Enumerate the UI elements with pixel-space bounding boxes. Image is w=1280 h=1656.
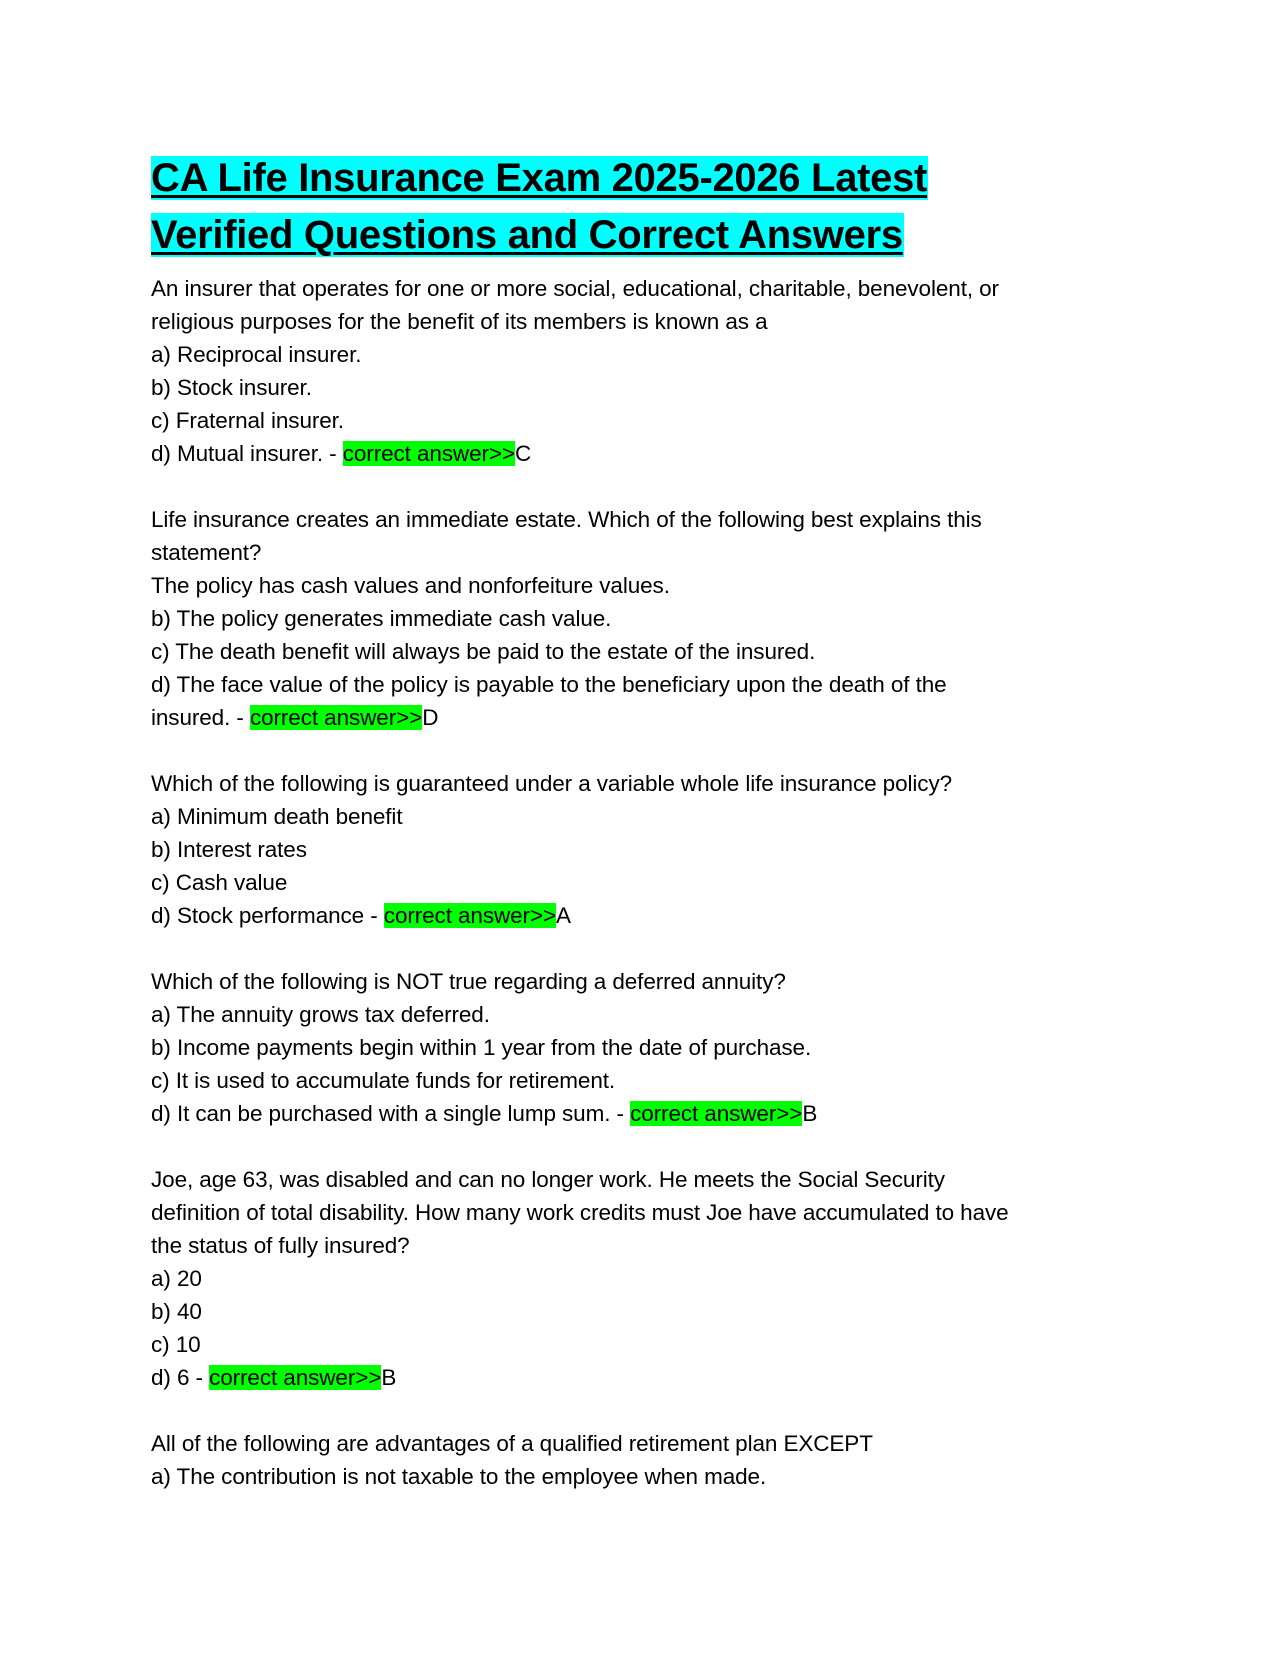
question-text: statement? (151, 540, 262, 565)
question-block (151, 1163, 1141, 1394)
answer-option-with-key (151, 1097, 1141, 1130)
question-text: the status of fully insured? (151, 1233, 410, 1258)
answer-option: b) 40 (151, 1299, 202, 1324)
title-line-2: Verified Questions and Correct Answers (151, 213, 903, 257)
answer-option: c) The death benefit will always be paid to the estate of the insured. (151, 639, 816, 664)
answer-option: b) Stock insurer. (151, 375, 312, 400)
question-block (151, 767, 1141, 932)
document-title (151, 150, 1141, 264)
correct-answer-letter: D (422, 705, 439, 730)
correct-answer-marker: correct answer>> (630, 1101, 803, 1126)
answer-option: a) The annuity grows tax deferred. (151, 1002, 490, 1027)
answer-option: c) 10 (151, 1332, 201, 1357)
question-text: Joe, age 63, was disabled and can no longer work. He meets the Social Security (151, 1167, 945, 1192)
correct-answer-letter: A (556, 903, 571, 928)
correct-answer-marker: correct answer>> (249, 705, 423, 730)
answer-option-with-key (151, 899, 1141, 932)
option-text: d) It can be purchased with a single lump sum. - (151, 1101, 631, 1126)
answer-option: a) Minimum death benefit (151, 804, 403, 829)
question-block (151, 272, 1141, 470)
answer-option: c) Fraternal insurer. (151, 408, 344, 433)
answer-option: c) Cash value (151, 870, 288, 895)
answer-option: a) Reciprocal insurer. (151, 342, 362, 367)
correct-answer-letter: B (381, 1365, 397, 1390)
correct-answer-letter: B (802, 1101, 818, 1126)
document-content (151, 150, 1141, 1526)
answer-option: The policy has cash values and nonforfeiture values. (151, 573, 670, 598)
answer-option-with-key (151, 701, 1141, 734)
question-text: Which of the following is NOT true regarding a deferred annuity? (151, 969, 786, 994)
question-block (151, 503, 1141, 734)
title-line-1: CA Life Insurance Exam 2025-2026 Latest (151, 156, 928, 200)
answer-option: a) 20 (151, 1266, 202, 1291)
answer-option-with-key (151, 1361, 1141, 1394)
question-text: An insurer that operates for one or more social, educational, charitable, benevolent, or (151, 276, 999, 301)
option-text: d) 6 - (151, 1365, 210, 1390)
answer-option: a) The contribution is not taxable to the employee when made. (151, 1464, 767, 1489)
option-text: d) Mutual insurer. - (151, 441, 343, 466)
question-block (151, 965, 1141, 1130)
answer-option: b) Income payments begin within 1 year from the date of purchase. (151, 1035, 812, 1060)
question-text: Life insurance creates an immediate estate. Which of the following best explains this (151, 507, 982, 532)
answer-option: c) It is used to accumulate funds for retirement. (151, 1068, 616, 1093)
answer-option: b) The policy generates immediate cash value. (151, 606, 612, 631)
answer-option: b) Interest rates (151, 837, 307, 862)
question-block (151, 1427, 1141, 1493)
option-text: insured. - (151, 705, 250, 730)
answer-option: d) The face value of the policy is payable to the beneficiary upon the death of the (151, 672, 947, 697)
question-text: definition of total disability. How many work credits must Joe have accumulated to have (151, 1200, 1009, 1225)
correct-answer-marker: correct answer>> (209, 1365, 382, 1390)
answer-option-with-key (151, 437, 1141, 470)
option-text: d) Stock performance - (151, 903, 384, 928)
correct-answer-marker: correct answer>> (383, 903, 557, 928)
correct-answer-marker: correct answer>> (342, 441, 515, 466)
question-text: religious purposes for the benefit of its members is known as a (151, 309, 768, 334)
question-text: All of the following are advantages of a qualified retirement plan EXCEPT (151, 1431, 873, 1456)
question-text: Which of the following is guaranteed under a variable whole life insurance policy? (151, 771, 953, 796)
correct-answer-letter: C (514, 441, 532, 466)
